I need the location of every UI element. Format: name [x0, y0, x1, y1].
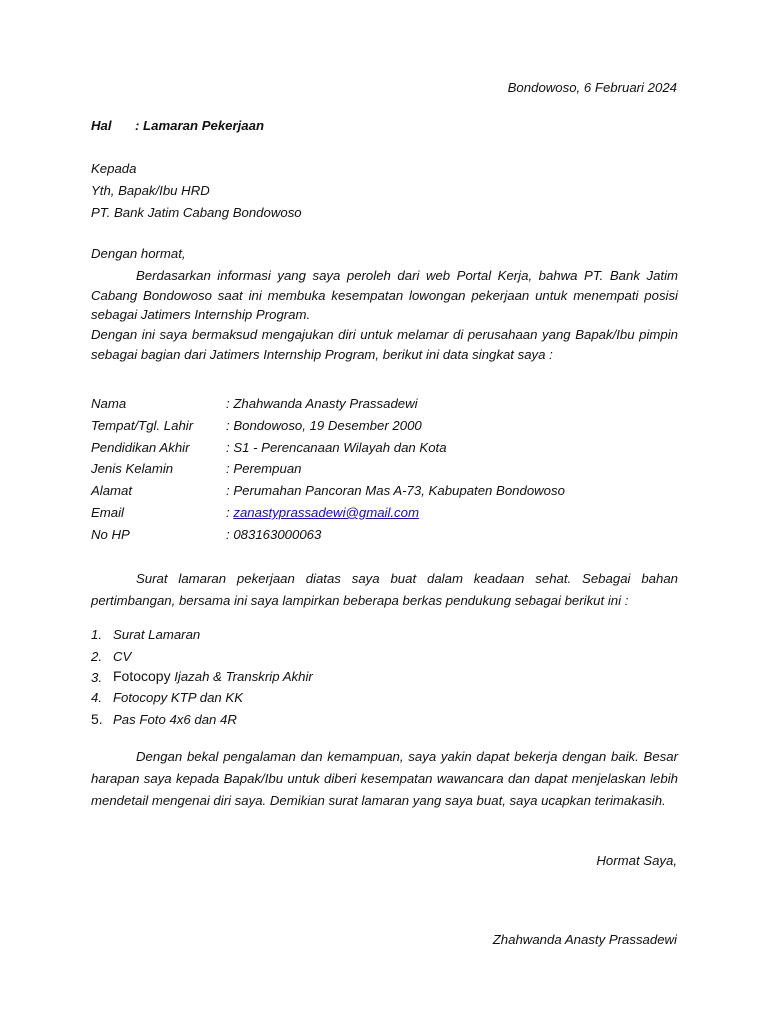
data-value-education: : S1 - Perencanaan Wilayah dan Kota — [226, 440, 447, 455]
signer-name: Zhahwanda Anasty Prassadewi — [492, 932, 677, 947]
purpose-paragraph — [91, 325, 678, 364]
email-link[interactable]: zanastyprassadewi@gmail.com — [233, 505, 419, 520]
data-value-address: : Perumahan Pancoran Mas A-73, Kabupaten Bondowoso — [226, 483, 565, 498]
list-item-text-a: Fotocopy — [113, 668, 171, 684]
intro-paragraph — [91, 266, 678, 325]
data-label-gender: Jenis Kelamin — [91, 461, 174, 476]
list-item-number: 2. — [91, 649, 102, 664]
purpose-text: Dengan ini saya bermaksud mengajukan diri untuk melamar di perusahaan yang Bapak/Ibu pimpin sebagai bagian dari Jatimers Internship Program, berikut ini data singkat saya : — [91, 327, 678, 362]
closing-text: Dengan bekal pengalaman dan kemampuan, saya yakin dapat bekerja dengan baik. Besar harapan saya kepada Bapak/Ibu untuk diberi kesempatan wawancara dan dapat menjelaskan lebih mendetail mengenai diri saya. Demikian surat lamaran yang saya buat, saya ucapkan terimakasih. — [91, 749, 678, 808]
recipient-line-1: Kepada — [91, 161, 137, 176]
recipient-line-2: Yth, Bapak/Ibu HRD — [91, 183, 210, 198]
list-item-number: 4. — [91, 690, 102, 705]
data-label-phone: No HP — [91, 527, 130, 542]
list-item: Fotocopy KTP dan KK — [113, 690, 243, 705]
list-item: Surat Lamaran — [113, 627, 201, 642]
date-line: Bondowoso, 6 Februari 2024 — [507, 80, 677, 95]
list-item-number: 1. — [91, 627, 102, 642]
intro-text: Berdasarkan informasi yang saya peroleh dari web Portal Kerja, bahwa PT. Bank Jatim Cabang Bondowoso saat ini membuka kesempatan lowongan pekerjaan untuk menempati posisi sebagai Jatimers Internship Program. — [91, 268, 678, 322]
data-value-phone: : 083163000063 — [226, 527, 322, 542]
list-item: CV — [113, 649, 132, 664]
data-value-gender: : Perempuan — [226, 461, 302, 476]
data-label-education: Pendidikan Akhir — [91, 440, 190, 455]
data-value-email — [226, 505, 419, 520]
data-label-email: Email — [91, 505, 124, 520]
sign-off: Hormat Saya, — [596, 853, 677, 868]
list-item-number: 3. — [91, 670, 102, 685]
subject-label: Hal — [91, 118, 112, 133]
data-label-name: Nama — [91, 396, 127, 411]
list-item: Pas Foto 4x6 dan 4R — [113, 712, 237, 727]
data-label-birth: Tempat/Tgl. Lahir — [91, 418, 194, 433]
recipient-line-3: PT. Bank Jatim Cabang Bondowoso — [91, 205, 302, 220]
attachment-paragraph — [91, 568, 678, 612]
data-value-birth: : Bondowoso, 19 Desember 2000 — [226, 418, 422, 433]
closing-paragraph — [91, 746, 678, 812]
list-item-number: 5. — [91, 711, 103, 727]
list-item-text-b: Ijazah & Transkrip Akhir — [170, 669, 313, 684]
attachment-text: Surat lamaran pekerjaan diatas saya buat dalam keadaan sehat. Sebagai bahan pertimbangan, bersama ini saya lampirkan beberapa berkas pendukung sebagai berikut ini : — [91, 571, 678, 608]
email-prefix: : — [226, 505, 230, 520]
data-label-address: Alamat — [91, 483, 133, 498]
greeting: Dengan hormat, — [91, 246, 186, 261]
subject-value: : Lamaran Pekerjaan — [135, 118, 265, 133]
list-item — [113, 668, 313, 684]
data-value-name: : Zhahwanda Anasty Prassadewi — [226, 396, 418, 411]
